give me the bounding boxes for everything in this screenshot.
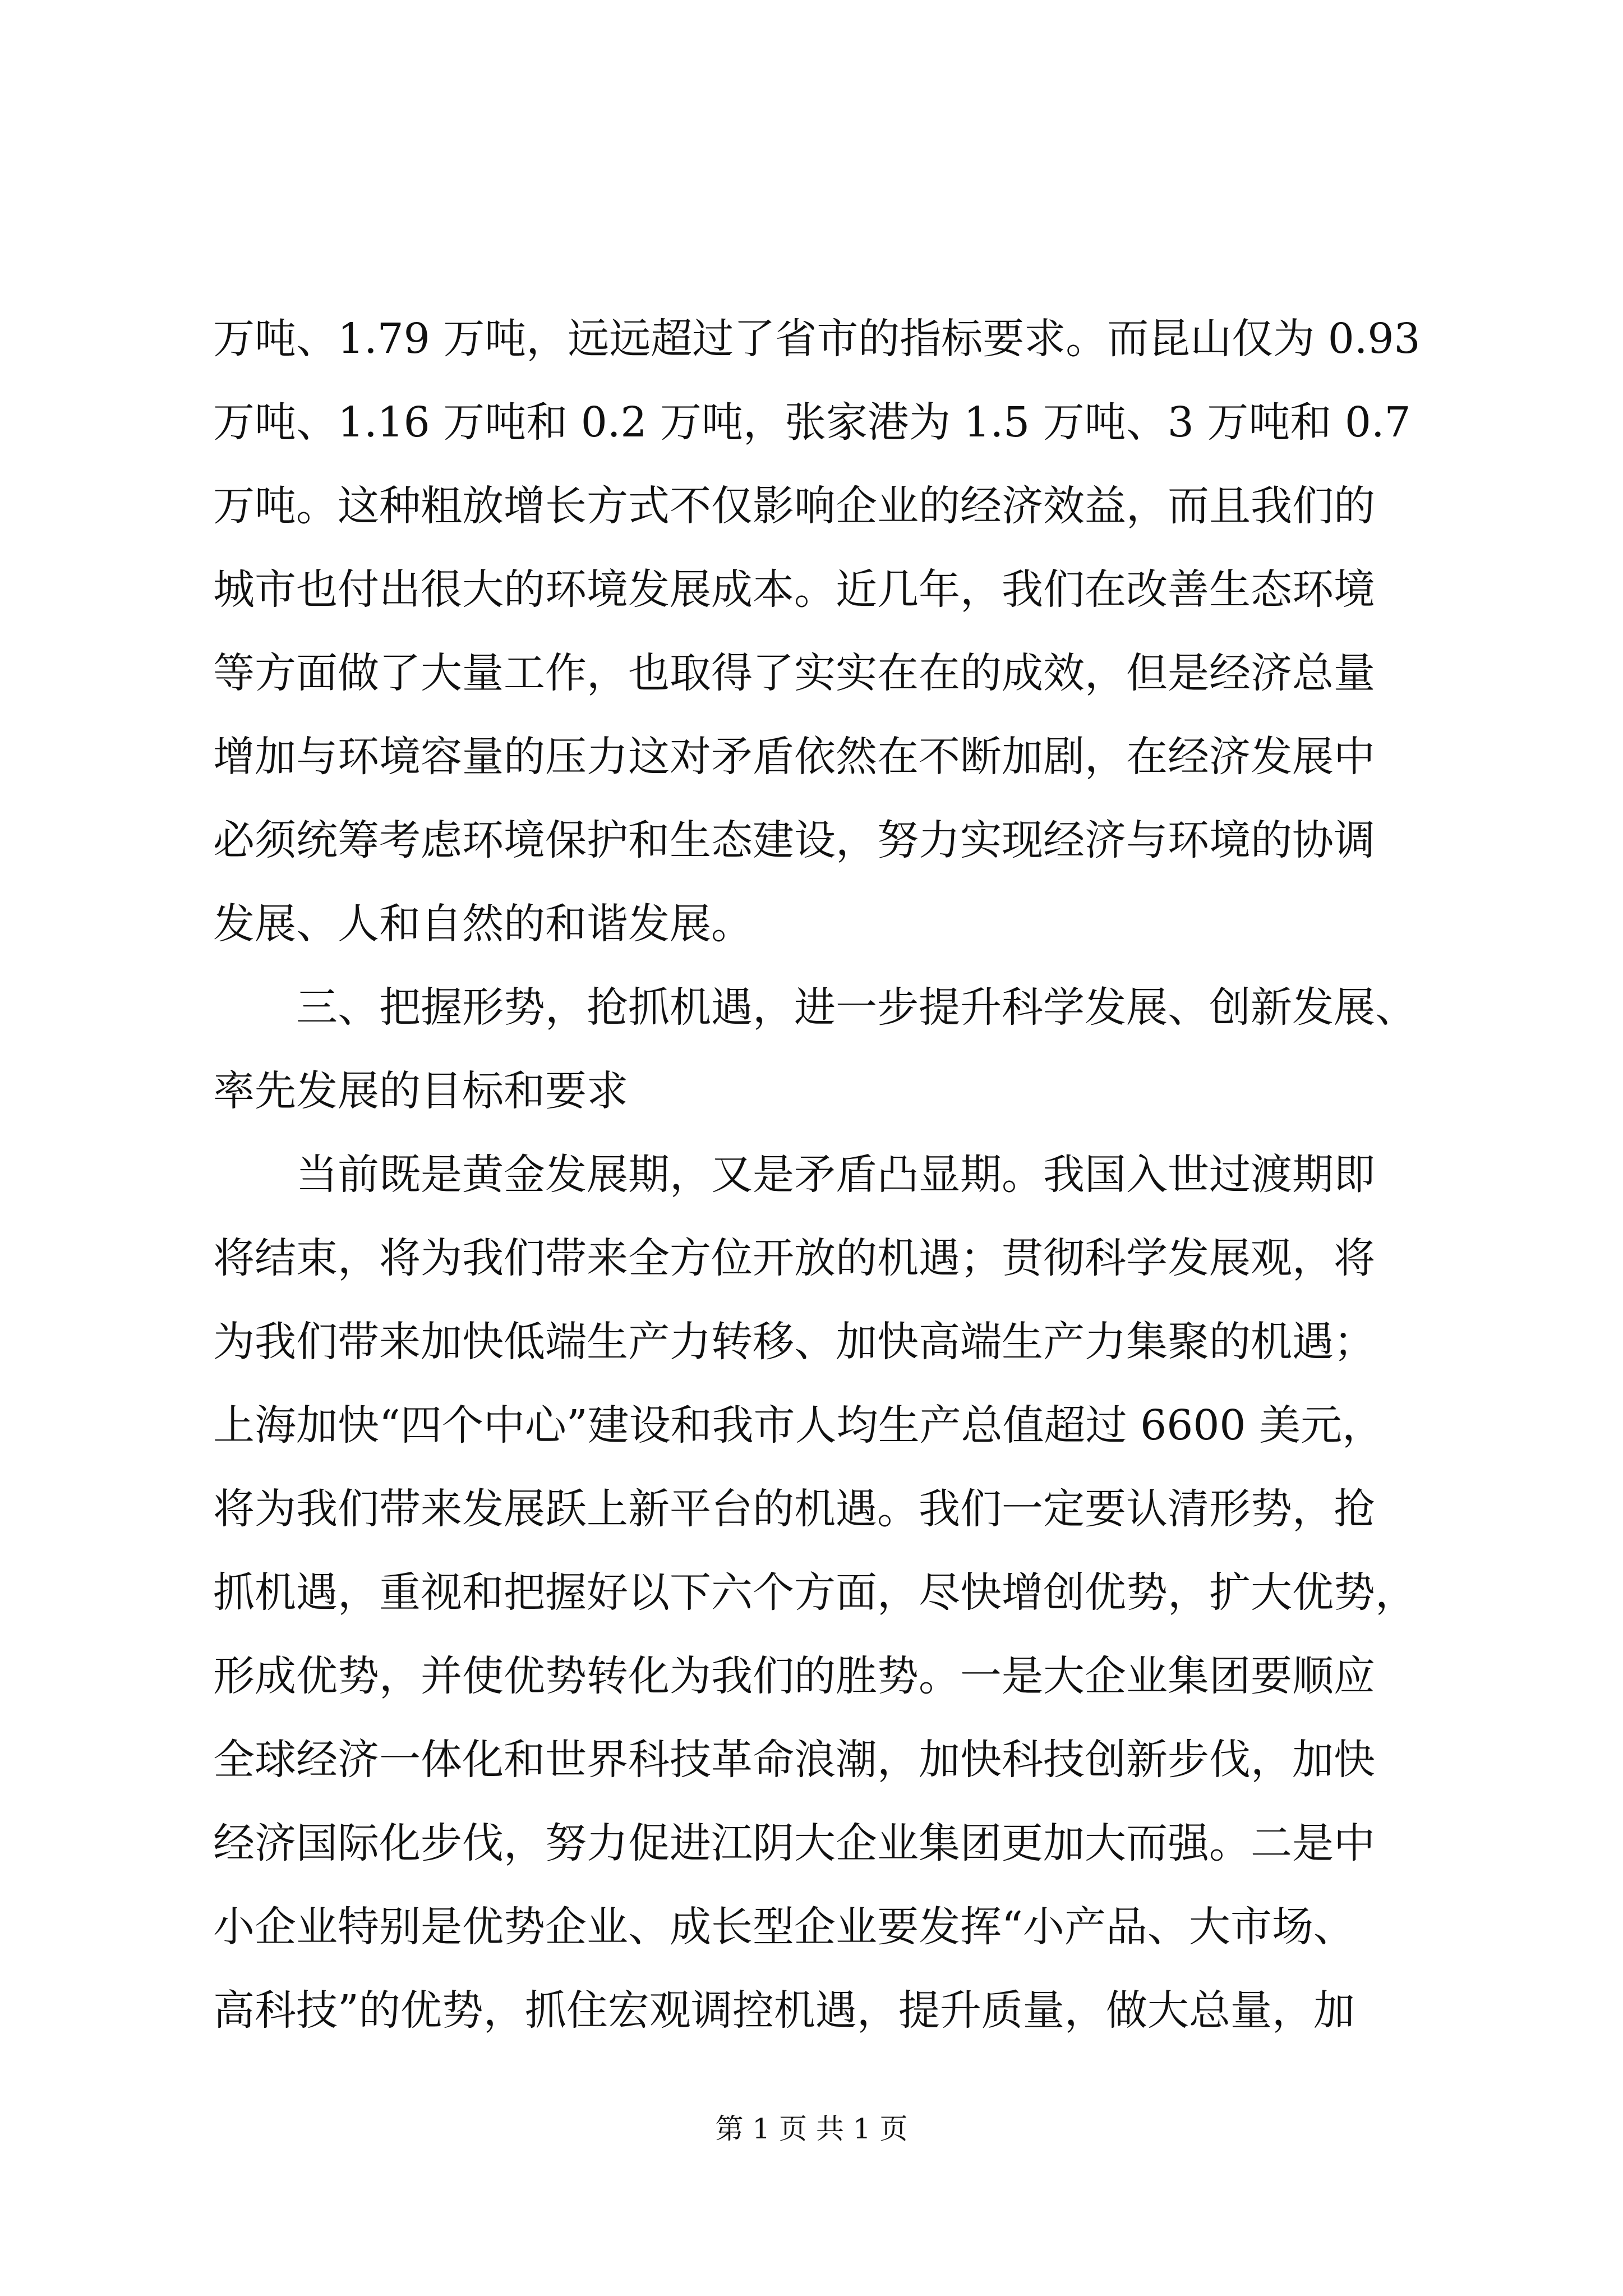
- text-line: 高科技”的优势，抓住宏观调控机遇，提升质量，做大总量，加: [213, 1986, 1355, 2035]
- text-line: 增加与环境容量的压力这对矛盾依然在不断加剧，在经济发展中: [213, 733, 1375, 781]
- page-number-footer: 第 1 页 共 1 页: [715, 2113, 908, 2145]
- text-line: 将为我们带来发展跃上新平台的机遇。我们一定要认清形势，抢: [213, 1485, 1375, 1533]
- text-line: 抓机遇，重视和把握好以下六个方面，尽快增创优势，扩大优势，: [213, 1568, 1417, 1617]
- text-line: 小企业特别是优势企业、成长型企业要发挥“小产品、大市场、: [213, 1903, 1355, 1951]
- text-line: 城市也付出很大的环境发展成本。近几年，我们在改善生态环境: [213, 565, 1375, 614]
- text-line: 万吨。这种粗放增长方式不仅影响企业的经济效益，而且我们的: [213, 482, 1375, 530]
- text-line: 为我们带来加快低端生产力转移、加快高端生产力集聚的机遇；: [213, 1318, 1375, 1366]
- text-line: 发展、人和自然的和谐发展。: [213, 900, 753, 948]
- section-heading-line: 率先发展的目标和要求: [213, 1067, 628, 1115]
- text-line: 上海加快“四个中心”建设和我市人均生产总值超过 6600 美元，: [213, 1401, 1384, 1450]
- section-heading-line: 三、把握形势，抢抓机遇，进一步提升科学发展、创新发展、: [213, 983, 1417, 1032]
- text-line: 万吨、1.79 万吨，远远超过了省市的指标要求。而昆山仅为 0.93: [213, 315, 1421, 363]
- text-line: 等方面做了大量工作，也取得了实实在在的成效，但是经济总量: [213, 649, 1375, 697]
- document-body: [213, 297, 1424, 2053]
- text-line: 将结束，将为我们带来全方位开放的机遇；贯彻科学发展观，将: [213, 1234, 1375, 1282]
- text-line: 必须统筹考虑环境保护和生态建设，努力实现经济与环境的协调: [213, 816, 1375, 864]
- text-line: 万吨、1.16 万吨和 0.2 万吨，张家港为 1.5 万吨、3 万吨和 0.7: [213, 398, 1411, 447]
- text-line: 当前既是黄金发展期，又是矛盾凸显期。我国入世过渡期即: [213, 1151, 1375, 1199]
- text-line: 全球经济一体化和世界科技革命浪潮，加快科技创新步伐，加快: [213, 1736, 1375, 1784]
- text-line: 形成优势，并使优势转化为我们的胜势。一是大企业集团要顺应: [213, 1652, 1375, 1700]
- text-line: 经济国际化步伐，努力促进江阴大企业集团更加大而强。二是中: [213, 1819, 1375, 1867]
